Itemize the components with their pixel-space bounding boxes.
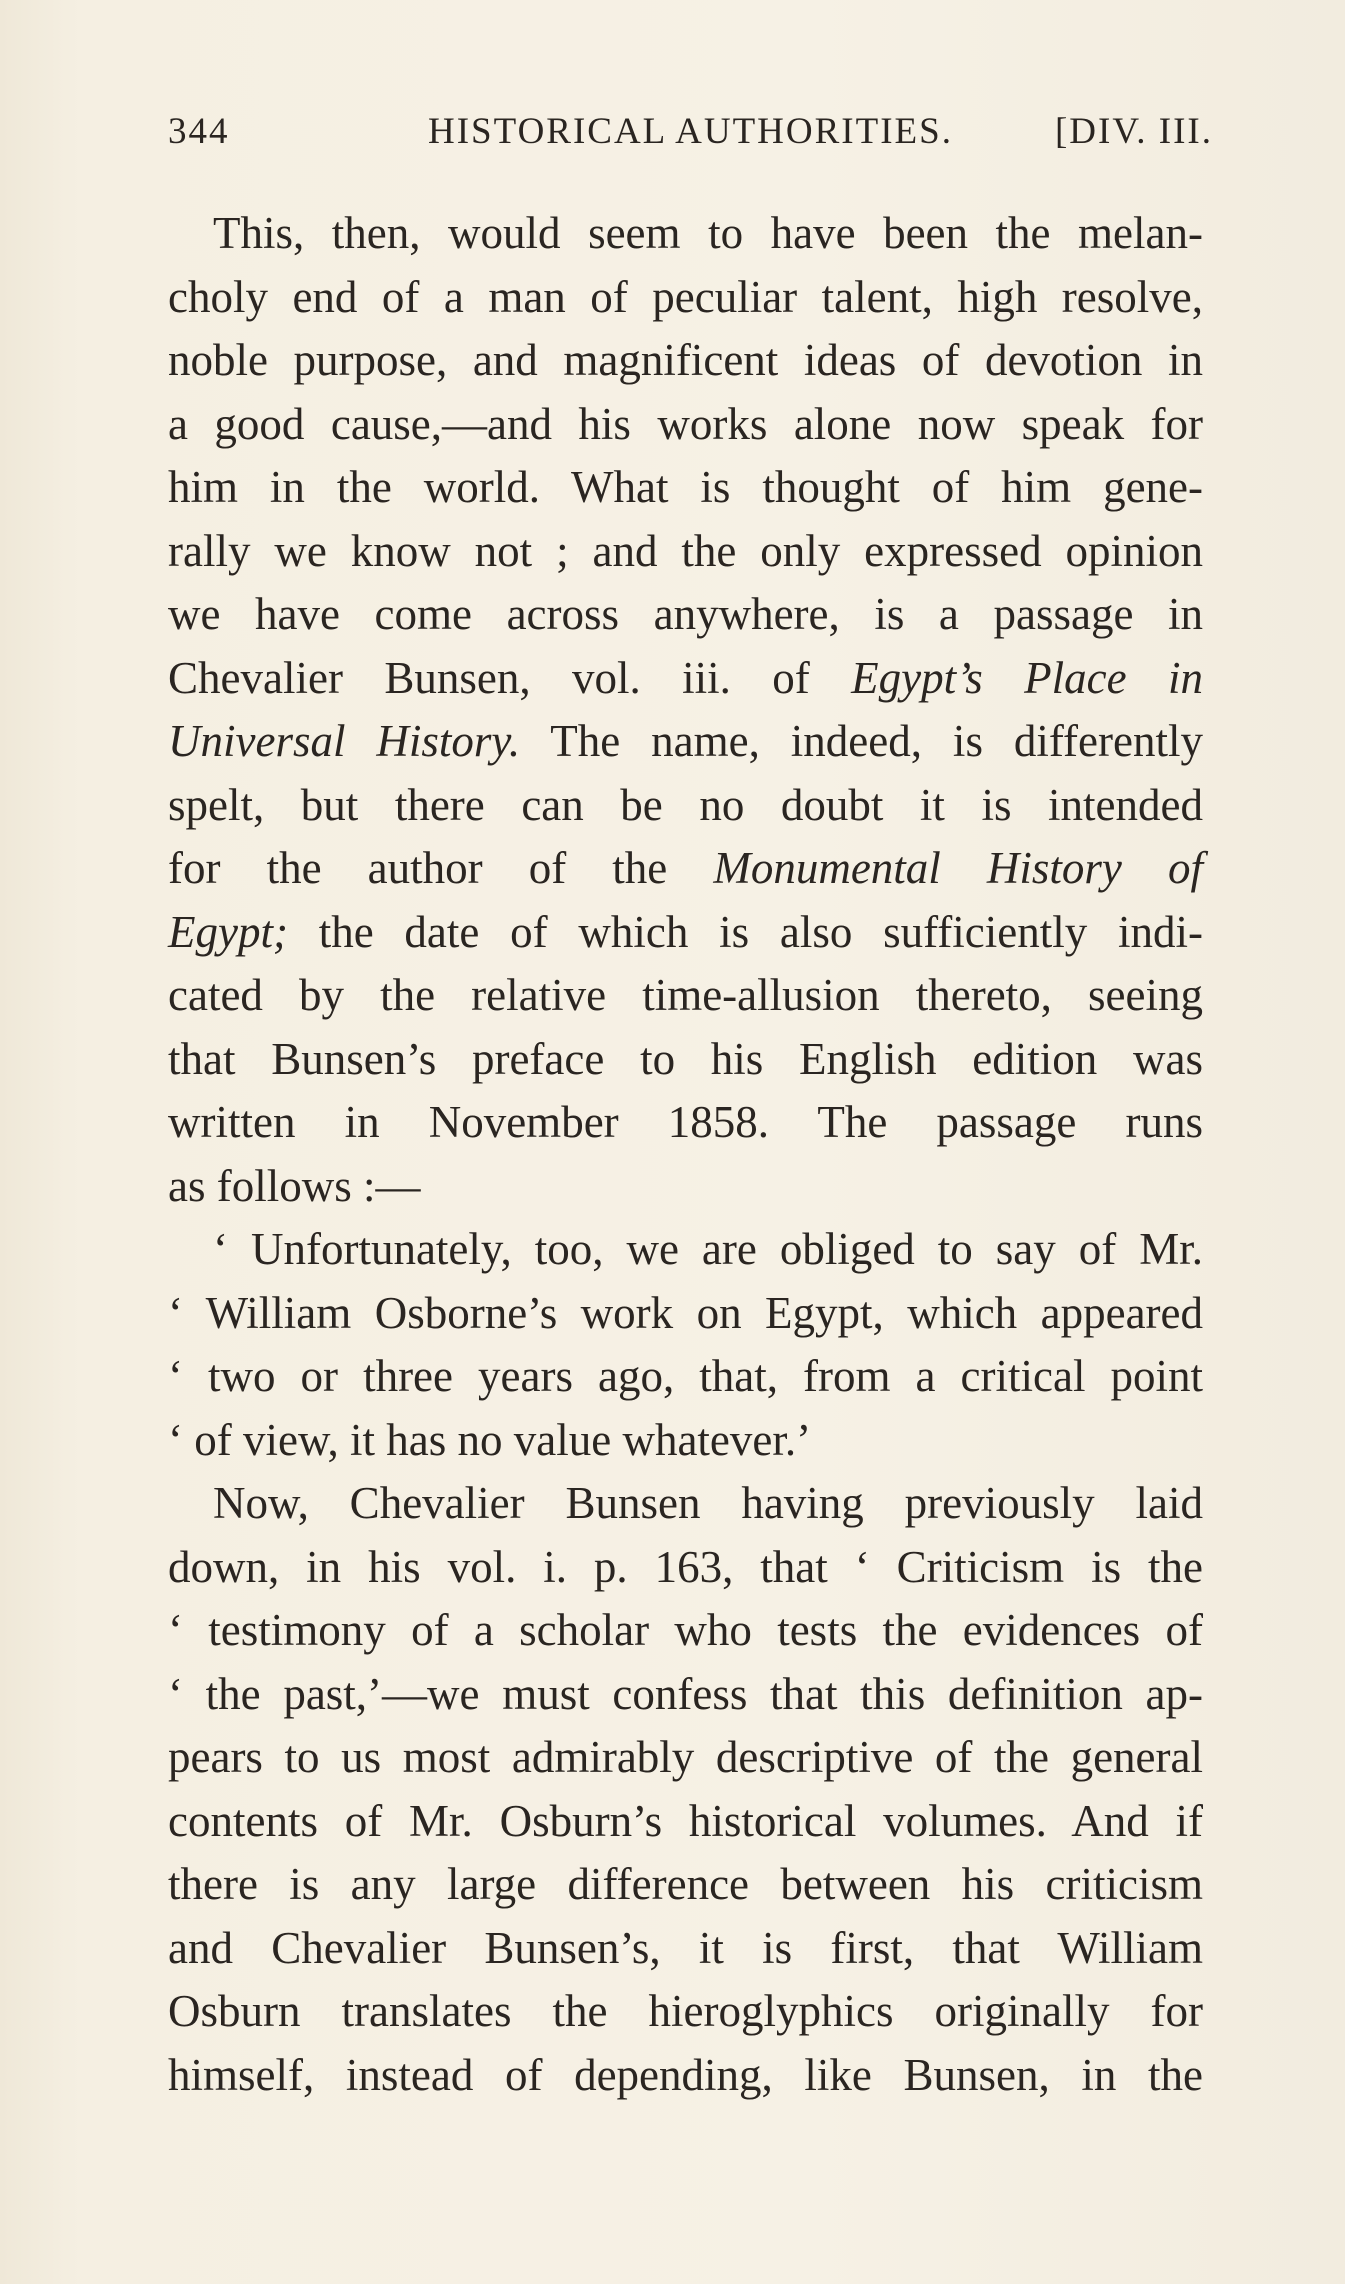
text-line — [168, 1218, 1203, 1282]
text-line — [168, 1472, 1203, 1536]
text-line — [168, 1409, 1203, 1473]
line-text-after: the date of which is also sufficiently indi- — [287, 906, 1203, 957]
line-text: him in the world. What is thought of him gene- — [168, 462, 1203, 512]
text-line — [168, 837, 1203, 901]
text-line — [168, 520, 1203, 584]
text-line — [168, 456, 1203, 520]
line-text: down, in his vol. i. p. 163, that ‘ Criticism is the — [168, 1541, 1203, 1592]
text-line — [168, 266, 1203, 330]
text-line — [168, 1917, 1203, 1981]
line-text: a good cause,—and his works alone now speak for — [168, 398, 1203, 449]
line-text: ‘ Unfortunately, too, we are obliged to say of Mr. — [213, 1224, 1203, 1274]
page-header — [168, 110, 1213, 170]
line-text: contents of Mr. Osburn’s historical volumes. And if — [168, 1795, 1203, 1846]
line-italic-text: Universal History. — [168, 716, 521, 766]
line-text: there is any large difference between his criticism — [168, 1859, 1203, 1909]
line-text: cated by the relative time-allusion thereto, seeing — [168, 970, 1203, 1020]
text-line — [168, 1853, 1203, 1917]
text-line — [168, 1726, 1203, 1790]
line-text: spelt, but there can be no doubt it is intended — [168, 779, 1203, 830]
line-italic-text: Egypt’s Place in — [851, 652, 1204, 703]
line-text: ‘ William Osborne’s work on Egypt, which appeared — [168, 1287, 1203, 1338]
line-text-after: The name, indeed, is differently — [520, 716, 1203, 766]
division-label: [DIV. III. — [1054, 111, 1213, 152]
line-text: as follows :— — [168, 1160, 421, 1211]
text-line — [168, 329, 1203, 393]
running-title: HISTORICAL AUTHORITIES. — [428, 111, 953, 152]
text-line — [168, 1155, 1203, 1219]
line-italic-text: Egypt; — [168, 906, 288, 957]
body-text — [168, 202, 1203, 2107]
line-italic-text: Monumental History of — [713, 843, 1203, 893]
text-line — [168, 393, 1203, 457]
line-text: Osburn translates the hieroglyphics originally for — [168, 1986, 1203, 2036]
line-text: ‘ the past,’—we must confess that this definition ap- — [168, 1668, 1203, 1719]
line-text: This, then, would seem to have been the melan- — [213, 208, 1203, 258]
line-text: that Bunsen’s preface to his English edition was — [168, 1033, 1203, 1084]
line-text: Now, Chevalier Bunsen having previously laid — [213, 1478, 1203, 1528]
line-text: noble purpose, and magnificent ideas of devotion in — [168, 335, 1203, 385]
line-text: we have come across anywhere, is a passage in — [168, 589, 1203, 639]
line-text: Chevalier Bunsen, vol. iii. of — [168, 652, 852, 703]
line-text: written in November 1858. The passage runs — [168, 1097, 1203, 1147]
line-text: choly end of a man of peculiar talent, high resolve, — [168, 271, 1203, 322]
text-line — [168, 1091, 1203, 1155]
text-line — [168, 1980, 1203, 2044]
text-line — [168, 901, 1203, 965]
text-line — [168, 1028, 1203, 1092]
text-line — [168, 1345, 1203, 1409]
line-text: rally we know not ; and the only expressed opinion — [168, 525, 1203, 576]
text-line — [168, 583, 1203, 647]
text-line — [168, 1536, 1203, 1600]
text-line — [168, 964, 1203, 1028]
text-line — [168, 1663, 1203, 1727]
line-text: himself, instead of depending, like Bunsen, in the — [168, 2049, 1203, 2100]
line-text: ‘ testimony of a scholar who tests the evidences of — [168, 1605, 1203, 1655]
line-text: ‘ two or three years ago, that, from a critical point — [168, 1351, 1203, 1401]
text-line — [168, 1790, 1203, 1854]
text-line — [168, 1599, 1203, 1663]
page-number: 344 — [168, 111, 230, 152]
text-line — [168, 774, 1203, 838]
text-line — [168, 202, 1203, 266]
text-line — [168, 2044, 1203, 2108]
line-text: for the author of the — [168, 843, 714, 893]
line-text: ‘ of view, it has no value whatever.’ — [168, 1414, 812, 1465]
text-line — [168, 710, 1203, 774]
line-text: pears to us most admirably descriptive of the general — [168, 1732, 1203, 1782]
line-text: and Chevalier Bunsen’s, it is first, that William — [168, 1922, 1203, 1973]
text-line — [168, 647, 1203, 711]
text-line — [168, 1282, 1203, 1346]
